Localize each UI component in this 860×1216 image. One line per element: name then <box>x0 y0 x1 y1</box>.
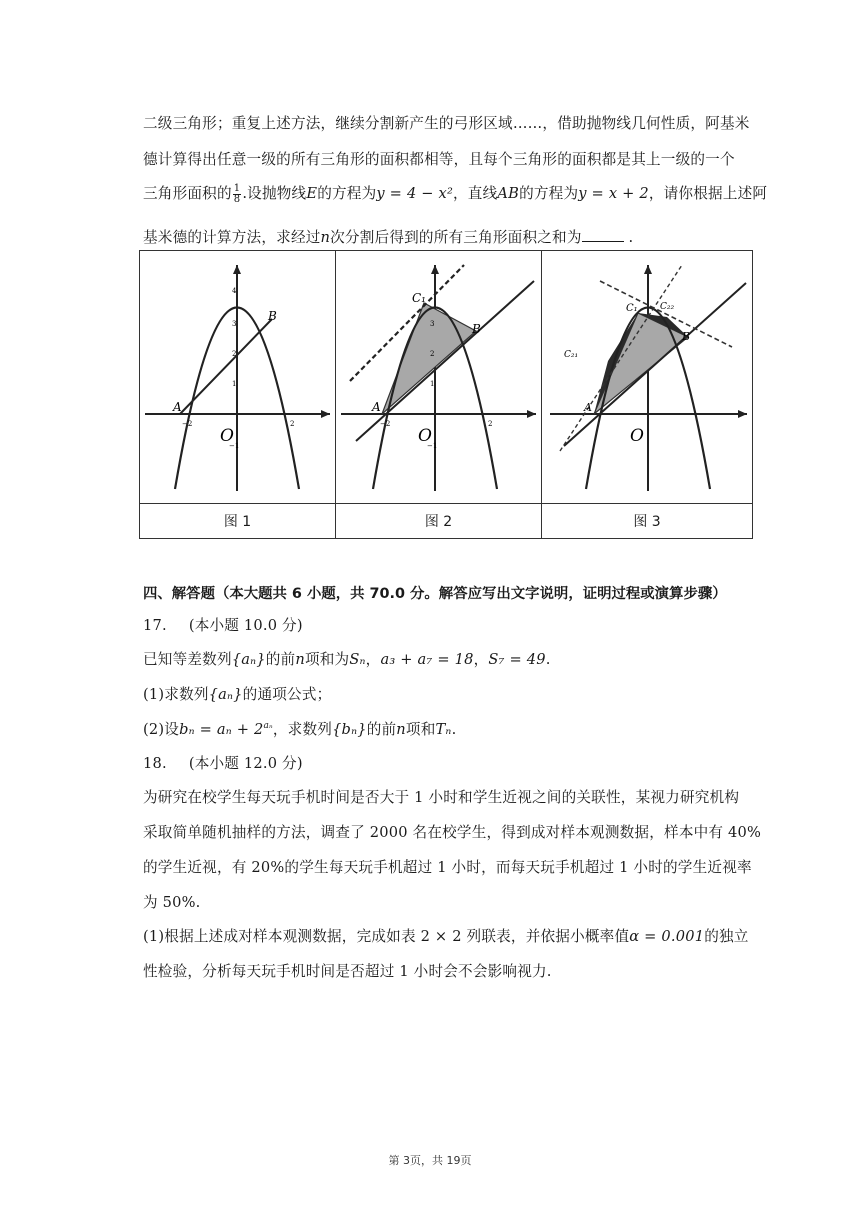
tick-1: 1 <box>430 380 435 388</box>
tick-x-2: 2 <box>488 420 493 428</box>
label-A: A <box>173 400 182 414</box>
seq-b: {bₙ} <box>332 721 367 738</box>
tick-x-minus-2: −2 <box>182 420 193 428</box>
condition-1: a₃ + a₇ = 18 <box>380 651 474 668</box>
label-B: B <box>682 330 691 343</box>
figure-1-caption: 图 1 <box>140 504 336 539</box>
q17-stem <box>143 648 551 669</box>
figure-1-cell <box>140 251 336 504</box>
seq-a: {aₙ} <box>208 686 243 703</box>
text: 的前 <box>265 651 296 668</box>
text: (1)求数列 <box>143 686 209 703</box>
figure-3-graph <box>542 251 752 503</box>
q18-number: 18. <box>143 755 167 772</box>
fraction-one-eighth <box>233 184 242 205</box>
text: 三角形面积的 <box>143 185 232 202</box>
math-AB: AB <box>497 185 520 202</box>
line-equation: y = x + 2 <box>578 185 649 202</box>
text: . <box>545 651 551 668</box>
text: ，请你根据上述阿 <box>648 185 768 202</box>
label-O: O <box>220 426 234 446</box>
tick-4: 4 <box>232 287 237 295</box>
q18-part-1 <box>143 925 749 946</box>
text: 项和为 <box>304 651 350 668</box>
text: 项和 <box>405 721 436 738</box>
q17-part-1 <box>143 683 331 704</box>
q18-part-1-cont: 性检验，分析每天玩手机时间是否超过 1 小时会不会影响视力. <box>143 963 552 980</box>
text: ，求数列 <box>272 721 333 738</box>
math-Tn: Tₙ <box>435 721 452 738</box>
tick-2: 2 <box>232 350 237 358</box>
label-B: B <box>268 309 277 323</box>
figure-1-graph <box>140 251 335 503</box>
label-B: B <box>472 322 481 336</box>
condition-2: S₇ = 49 <box>488 651 546 668</box>
answer-blank <box>582 229 624 242</box>
text: .设抛物线 <box>242 185 307 202</box>
alpha-value: α = 0.001 <box>629 928 705 945</box>
math-Sn: Sₙ <box>349 651 366 668</box>
figure-table <box>139 250 753 539</box>
figure-2-cell <box>336 251 542 504</box>
seq-a: {aₙ} <box>231 651 266 668</box>
text: 的方程为 <box>519 185 579 202</box>
tick-3: 3 <box>430 320 435 328</box>
q18-points: (本小题 12.0 分) <box>188 755 303 772</box>
q18-line-1: 为研究在校学生每天玩手机时间是否大于 1 小时和学生近视之间的关联性，某视力研究机构 <box>143 789 740 806</box>
parabola-equation: y = 4 − x² <box>376 185 454 202</box>
y-arrow <box>233 265 241 274</box>
figure-2-graph <box>336 251 541 503</box>
text: (1)根据上述成对样本观测数据，完成如表 2 × 2 列联表，并依据小概率值 <box>143 928 630 945</box>
label-O: O <box>418 426 432 446</box>
y-arrow <box>644 265 652 274</box>
text: ， <box>473 651 489 668</box>
tick-x-minus-2: −2 <box>380 420 391 428</box>
text: 的独立 <box>704 928 749 945</box>
tick-minus-1: −1 <box>427 442 438 450</box>
paragraph-line-2: 德计算得出任意一级的所有三角形的面积都相等，且每个三角形的面积都是其上一级的一个 <box>143 151 735 168</box>
text: 已知等差数列 <box>143 651 232 668</box>
q18-line-2: 采取简单随机抽样的方法，调查了 2000 名在校学生，得到成对样本观测数据，样本中有 40% <box>143 824 762 841</box>
q17-points: (本小题 10.0 分) <box>188 617 303 634</box>
tick-1: 1 <box>232 380 237 388</box>
exponent: aₙ <box>263 721 273 732</box>
label-C22: C₂₂ <box>660 302 675 312</box>
line-ab <box>356 281 534 441</box>
tick-3: 3 <box>232 320 237 328</box>
paragraph-line-1: 二级三角形；重复上述方法，继续分割新产生的弓形区域……，借助抛物线几何性质，阿基米 <box>143 115 750 132</box>
text: 基米德的计算方法，求经过 <box>143 229 321 246</box>
text: (2)设 <box>143 721 180 738</box>
x-arrow <box>527 410 536 418</box>
frac-denominator: 8 <box>233 193 241 205</box>
tick-x-2: 2 <box>290 420 295 428</box>
x-arrow <box>321 410 330 418</box>
tick-minus-1: −1 <box>229 442 240 450</box>
figure-3-caption: 图 3 <box>542 504 753 539</box>
text: 次分割后得到的所有三角形面积之和为 <box>330 229 582 246</box>
paragraph-line-4 <box>143 226 633 247</box>
text: ， <box>365 651 381 668</box>
label-C21: C₂₁ <box>564 350 579 360</box>
label-C1: C₁ <box>412 291 426 305</box>
text: 的前 <box>366 721 397 738</box>
label-C1: C₁ <box>626 303 638 314</box>
q18-header <box>143 752 303 773</box>
math-n: n <box>320 229 331 246</box>
q18-line-4: 为 50%. <box>143 894 201 911</box>
line-ab <box>180 319 272 414</box>
bn-definition: bₙ = aₙ + 2 <box>179 721 264 738</box>
text: ，直线 <box>453 185 498 202</box>
math-n: n <box>295 651 305 668</box>
tick-2: 2 <box>430 350 435 358</box>
text: 的通项公式； <box>242 686 332 703</box>
label-O: O <box>630 426 644 446</box>
text: . <box>451 721 457 738</box>
frac-numerator: 1 <box>233 182 241 194</box>
q17-number: 17. <box>143 617 167 634</box>
figure-2-caption: 图 2 <box>336 504 542 539</box>
q18-line-3: 的学生近视，有 20%的学生每天玩手机超过 1 小时，而每天玩手机超过 1 小时的学生近视率 <box>143 859 752 876</box>
q17-header <box>143 614 303 635</box>
paragraph-line-3 <box>143 182 767 205</box>
text: . <box>623 229 634 246</box>
math-n: n <box>396 721 406 738</box>
math-E: E <box>306 185 318 202</box>
figure-3-cell <box>542 251 753 504</box>
q17-part-2 <box>143 718 456 739</box>
page-footer: 第 3页，共 19页 <box>388 1154 472 1167</box>
shaded-triangle <box>382 303 476 414</box>
section-heading: 四、解答题（本大题共 6 小题，共 70.0 分。解答应写出文字说明，证明过程或演算步骤） <box>143 586 727 602</box>
label-A: A <box>584 401 592 414</box>
x-arrow <box>738 410 747 418</box>
text: 的方程为 <box>317 185 377 202</box>
y-arrow <box>431 265 439 274</box>
label-A: A <box>372 400 381 414</box>
line-ab <box>564 283 746 446</box>
